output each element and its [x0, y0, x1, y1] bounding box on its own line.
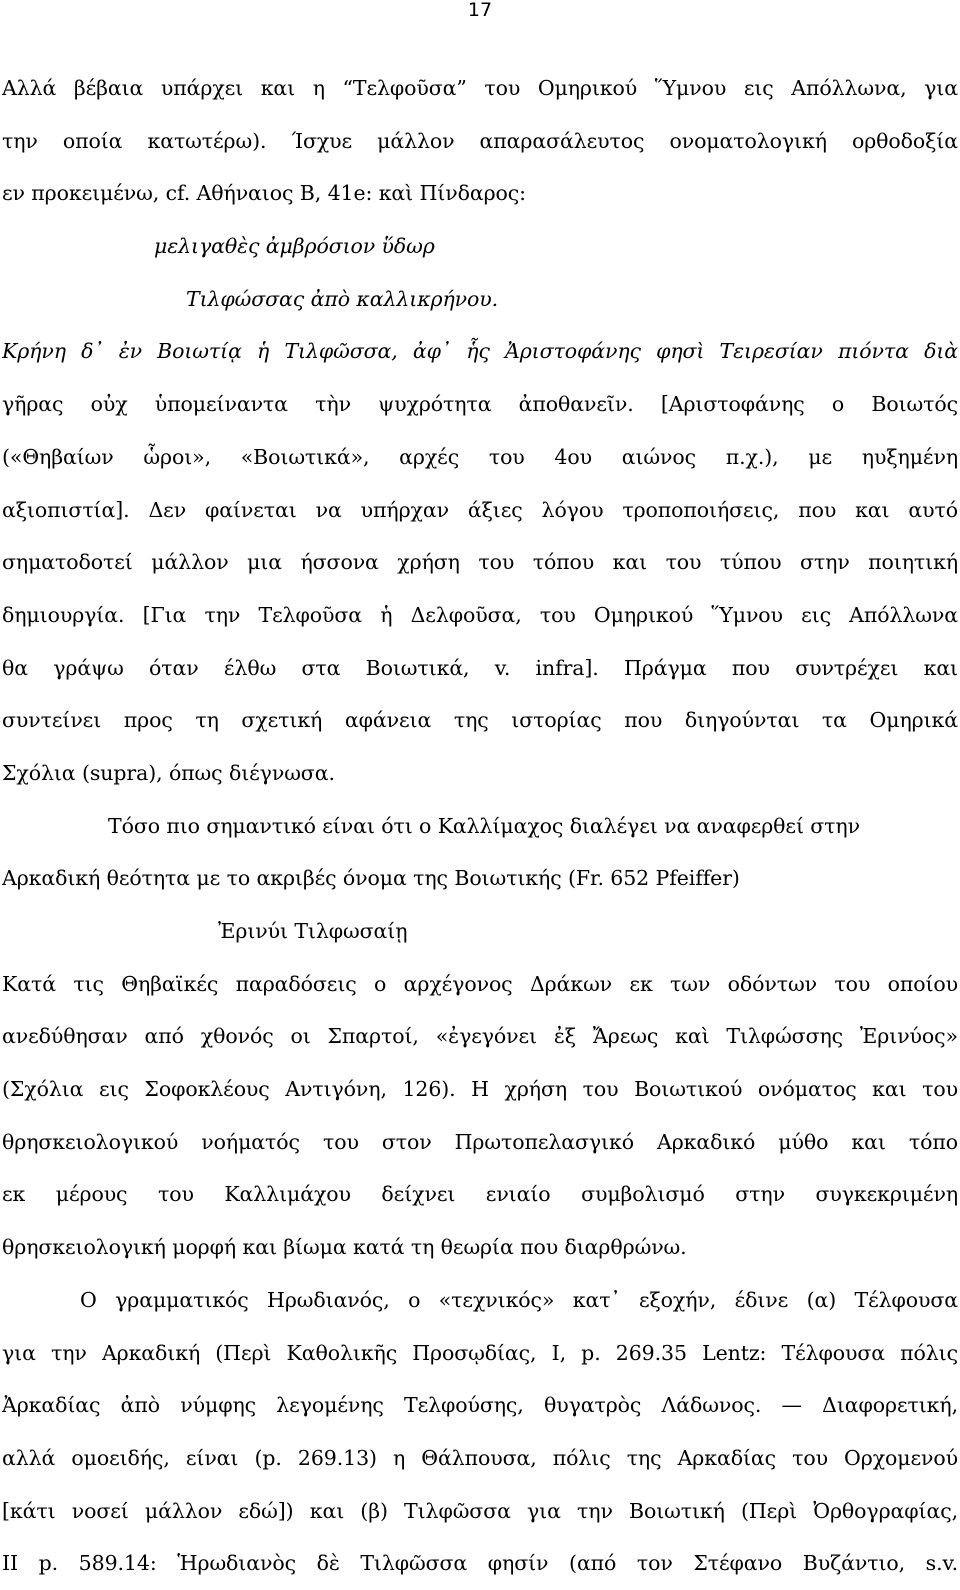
text-line: αξιοπιστία]. Δεν φαίνεται να υπήρχαν άξιες λόγου τροποποιήσεις, που και αυτό: [2, 497, 958, 522]
text-line: εν προκειμένω, cf. Αθήναιος Β, 41e: καὶ Πίνδαρος:: [2, 181, 526, 206]
text-line: συντείνει προς τη σχετική αφάνεια της ιστορίας που διηγούνται τα Ομηρικά: [2, 708, 958, 733]
text-line: θρησκειολογική μορφή και βίωμα κατά τη θεωρία που διαρθρώνω.: [2, 1235, 687, 1260]
text-line: Αλλά βέβαια υπάρχει και η “Τελφοῦσα” του Ομηρικού Ὕμνου εις Απόλλωνα, για: [2, 76, 958, 100]
text-line: σηματοδοτεί μάλλον μια ήσσονα χρήση του τόπου και του τύπου στην ποιητική: [2, 550, 958, 575]
text-line: Ἀρκαδίας ἀπὸ νύμφης λεγομένης Τελφούσης, θυγατρὸς Λάδωνος. — Διαφορετική,: [2, 1393, 958, 1418]
text-line: ανεδύθησαν από χθονός οι Σπαρτοί, «ἐγεγόνει ἐξ Ἄρεως καὶ Τιλφώσσης Ἐρινύος»: [2, 1024, 958, 1049]
text-line: (Σχόλια εις Σοφοκλέους Αντιγόνη, 126). Η χρήση του Βοιωτικού ονόματος και του: [2, 1077, 958, 1102]
text-line: Αρκαδική θεότητα με το ακριβές όνομα της Βοιωτικής (Fr. 652 Pfeiffer): [2, 866, 740, 891]
text-line: αλλά ομοειδής, είναι (p. 269.13) η Θάλπουσα, πόλις της Αρκαδίας του Ορχομενού: [2, 1445, 958, 1470]
paragraph-start-line: Ο γραμματικός Ηρωδιανός, ο «τεχνικός» κατ᾽ εξοχήν, έδινε (α) Τέλφουσα: [80, 1287, 958, 1312]
quote-line: μελιγαθὲς ἀμβρόσιον ὕδωρ: [154, 234, 435, 259]
text-line: εκ μέρους του Καλλιμάχου δείχνει ενιαίο συμβολισμό στην συγκεκριμένη: [2, 1182, 958, 1207]
text-line: («Θηβαίων ὧροι», «Βοιωτικά», αρχές του 4ου αιώνος π.χ.), με ηυξημένη: [2, 444, 958, 469]
text-line: ΙΙ p. 589.14: Ἡρωδιανὸς δὲ Τιλφῶσσα φησίν (από τον Στέφανο Βυζάντιο, s.v.: [2, 1551, 958, 1576]
text-line: Σχόλια (supra), όπως διέγνωσα.: [2, 760, 335, 785]
quote-line: Τιλφώσσας ἀπὸ καλλικρήνου.: [186, 286, 499, 311]
text-line: την οποία κατωτέρω). Ίσχυε μάλλον απαρασάλευτος ονοματολογική ορθοδοξία: [2, 128, 958, 153]
text-line: θα γράψω όταν έλθω στα Βοιωτικά, v. infra]. Πράγμα που συντρέχει και: [2, 655, 958, 680]
text-line: δημιουργία. [Για την Τελφοῦσα ἡ Δελφοῦσα, του Ομηρικού Ὕμνου εις Απόλλωνα: [2, 602, 958, 627]
paragraph-start-line: Τόσο πιο σημαντικό είναι ότι ο Καλλίμαχος διαλέγει να αναφερθεί στην: [108, 813, 860, 838]
text-line: θρησκειολογικού νοήματός του στον Πρωτοπελασγικό Αρκαδικό μύθο και τόπο: [2, 1129, 958, 1154]
text-line: γῆρας οὐχ ὑπομείναντα τὴν ψυχρότητα ἀποθανεῖν. [Αριστοφάνης ο Βοιωτός: [2, 392, 958, 417]
text-line: για την Αρκαδική (Περὶ Καθολικῆς Προσῳδίας, Ι, p. 269.35 Lentz: Τέλφουσα πόλις: [2, 1340, 958, 1365]
body-text: [2, 62, 958, 1590]
text-line: [κάτι νοσεί μάλλον εδώ]) και (β) Τιλφῶσσα για την Βοιωτική (Περὶ Ὀρθογραφίας,: [2, 1498, 958, 1523]
text-line: Κατά τις Θηβαϊκές παραδόσεις ο αρχέγονος Δράκων εκ των οδόντων του οποίου: [2, 971, 958, 996]
quote-line: Ἐρινύι Τιλφωσαίῃ: [218, 919, 408, 943]
page-number: 17: [467, 0, 493, 21]
quote-line: Κρήνη δ᾽ ἐν Βοιωτίᾳ ἡ Τιλφῶσσα, ἀφ᾽ ἧς Ἀριστοφάνης φησὶ Τειρεσίαν πιόντα διὰ: [2, 339, 958, 364]
